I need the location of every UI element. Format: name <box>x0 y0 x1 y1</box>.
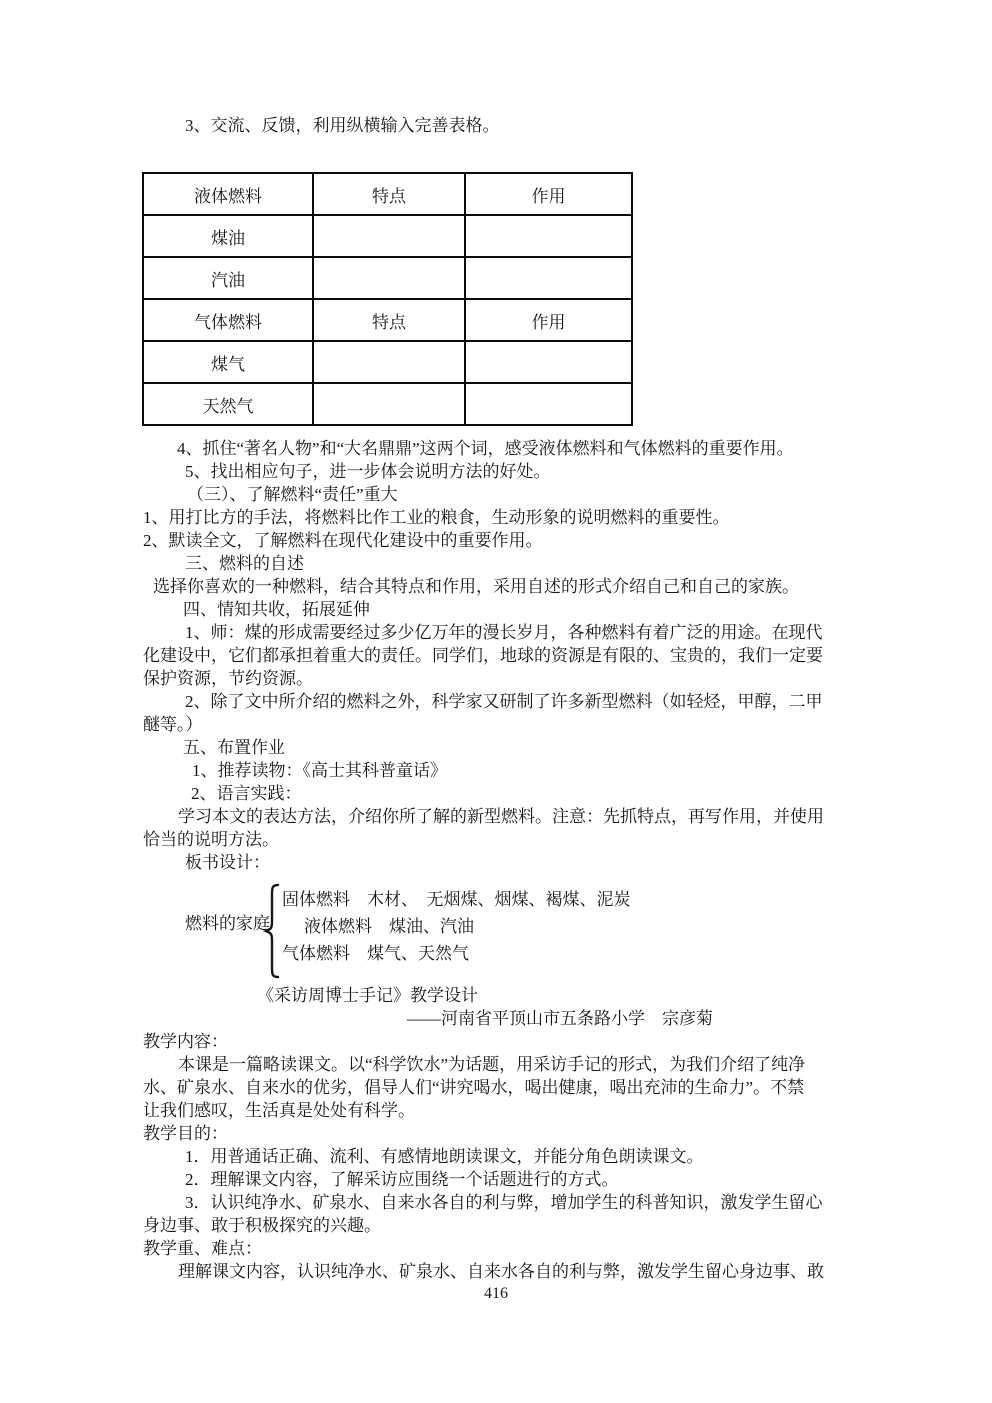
body-line: 恰当的说明方法。 <box>143 830 279 849</box>
body-line: 本课是一篇略读课文。以“科学饮水”为话题，用采访手记的形式，为我们介绍了纯净 <box>178 1055 806 1074</box>
table-cell <box>313 215 465 257</box>
table-cell: 气体燃料 <box>143 299 313 341</box>
board-line: 气体燃料 煤气、天然气 <box>282 944 469 963</box>
body-line: 理解课文内容，认识纯净水、矿泉水、自来水各自的利与弊，激发学生留心身边事、敢 <box>178 1262 824 1281</box>
table-cell: 液体燃料 <box>143 173 313 215</box>
body-line: 让我们感叹，生活真是处处有科学。 <box>143 1101 415 1120</box>
body-line: （三）、了解燃料“责任”重大 <box>187 485 398 504</box>
table-cell <box>313 341 465 383</box>
table-cell: 汽油 <box>143 257 313 299</box>
body-line: 2、除了文中所介绍的燃料之外，科学家又研制了许多新型燃料（如轻烃，甲醇，二甲 <box>185 692 823 711</box>
body-line: 2、语言实践： <box>191 784 302 803</box>
body-line: 2、默读全文，了解燃料在现代化建设中的重要作用。 <box>143 531 543 550</box>
body-line: 2．理解课文内容，了解采访应围绕一个话题进行的方式。 <box>185 1170 619 1189</box>
body-line: 板书设计： <box>185 853 270 872</box>
board-line: 固体燃料 木材、 无烟煤、烟煤、褐煤、泥炭 <box>282 890 631 909</box>
body-line: 5、找出相应句子，进一步体会说明方法的好处。 <box>185 462 551 481</box>
body-line: 三、燃料的自述 <box>185 554 304 573</box>
table-cell: 作用 <box>465 173 632 215</box>
body-line: 教学目的： <box>143 1124 228 1143</box>
body-line: 醚等。） <box>143 715 203 734</box>
body-line: 教学内容： <box>143 1032 228 1051</box>
body-line: 化建设中，它们都承担着重大的责任。同学们，地球的资源是有限的、宝贵的，我们一定要 <box>143 646 823 665</box>
fuel-table <box>142 172 633 426</box>
body-line: 1、用打比方的手法，将燃料比作工业的粮食，生动形象的说明燃料的重要性。 <box>143 508 730 527</box>
body-line: 1、师：煤的形成需要经过多少亿万年的漫长岁月，各种燃料有着广泛的用途。在现代 <box>185 623 823 642</box>
page-number: 416 <box>484 1285 508 1302</box>
section1-body-lines <box>143 437 824 874</box>
table-row <box>143 383 632 425</box>
board-line: 液体燃料 煤油、汽油 <box>304 917 474 936</box>
table-cell <box>465 215 632 257</box>
table-cell <box>313 257 465 299</box>
table-cell: 特点 <box>313 173 465 215</box>
left-brace-shape <box>263 883 281 979</box>
table-cell: 煤油 <box>143 215 313 257</box>
table-row <box>143 299 632 341</box>
section2-body-lines <box>143 1030 824 1283</box>
table-row <box>143 215 632 257</box>
body-line: 3．认识纯净水、矿泉水、自来水各自的利与弊，增加学生的科普知识，激发学生留心 <box>185 1193 823 1212</box>
section1-intro-line: 3、交流、反馈，利用纵横输入完善表格。 <box>185 116 500 135</box>
table-row <box>143 173 632 215</box>
body-line: 教学重、难点： <box>143 1239 262 1258</box>
table-cell: 作用 <box>465 299 632 341</box>
fuel-table-body <box>143 173 632 425</box>
body-line: 五、布置作业 <box>183 738 285 757</box>
body-line: 身边事、敢于积极探究的兴趣。 <box>143 1216 381 1235</box>
table-row <box>143 341 632 383</box>
table-cell <box>465 383 632 425</box>
body-line: 选择你喜欢的一种燃料，结合其特点和作用，采用自述的形式介绍自己和自己的家族。 <box>153 577 799 596</box>
table-cell <box>465 257 632 299</box>
article-title: 《采访周博士手记》教学设计 <box>257 986 478 1005</box>
table-cell <box>313 383 465 425</box>
body-line: 1、推荐读物：《高士其科普童话》 <box>192 761 447 780</box>
board-design-label: 燃料的家庭 <box>185 914 270 933</box>
table-cell <box>465 341 632 383</box>
body-line: 保护资源，节约资源。 <box>143 669 313 688</box>
section2 <box>143 984 824 1283</box>
body-line: 四、情知共收，拓展延伸 <box>183 600 370 619</box>
table-cell: 天然气 <box>143 383 313 425</box>
table-cell: 煤气 <box>143 341 313 383</box>
body-line: 学习本文的表达方法，介绍你所了解的新型燃料。注意：先抓特点，再写作用，并使用 <box>178 807 824 826</box>
article-byline: ——河南省平顶山市五条路小学 宗彦菊 <box>407 1009 713 1028</box>
table-cell: 特点 <box>313 299 465 341</box>
body-line: 1．用普通话正确、流利、有感情地朗读课文，并能分角色朗读课文。 <box>185 1147 704 1166</box>
body-line: 4、抓住“著名人物”和“大名鼎鼎”这两个词，感受液体燃料和气体燃料的重要作用。 <box>177 439 794 458</box>
table-row <box>143 257 632 299</box>
board-design-lines <box>282 886 631 967</box>
body-line: 水、矿泉水、自来水的优劣，倡导人们“讲究喝水，喝出健康，喝出充沛的生命力”。不禁 <box>143 1078 805 1097</box>
